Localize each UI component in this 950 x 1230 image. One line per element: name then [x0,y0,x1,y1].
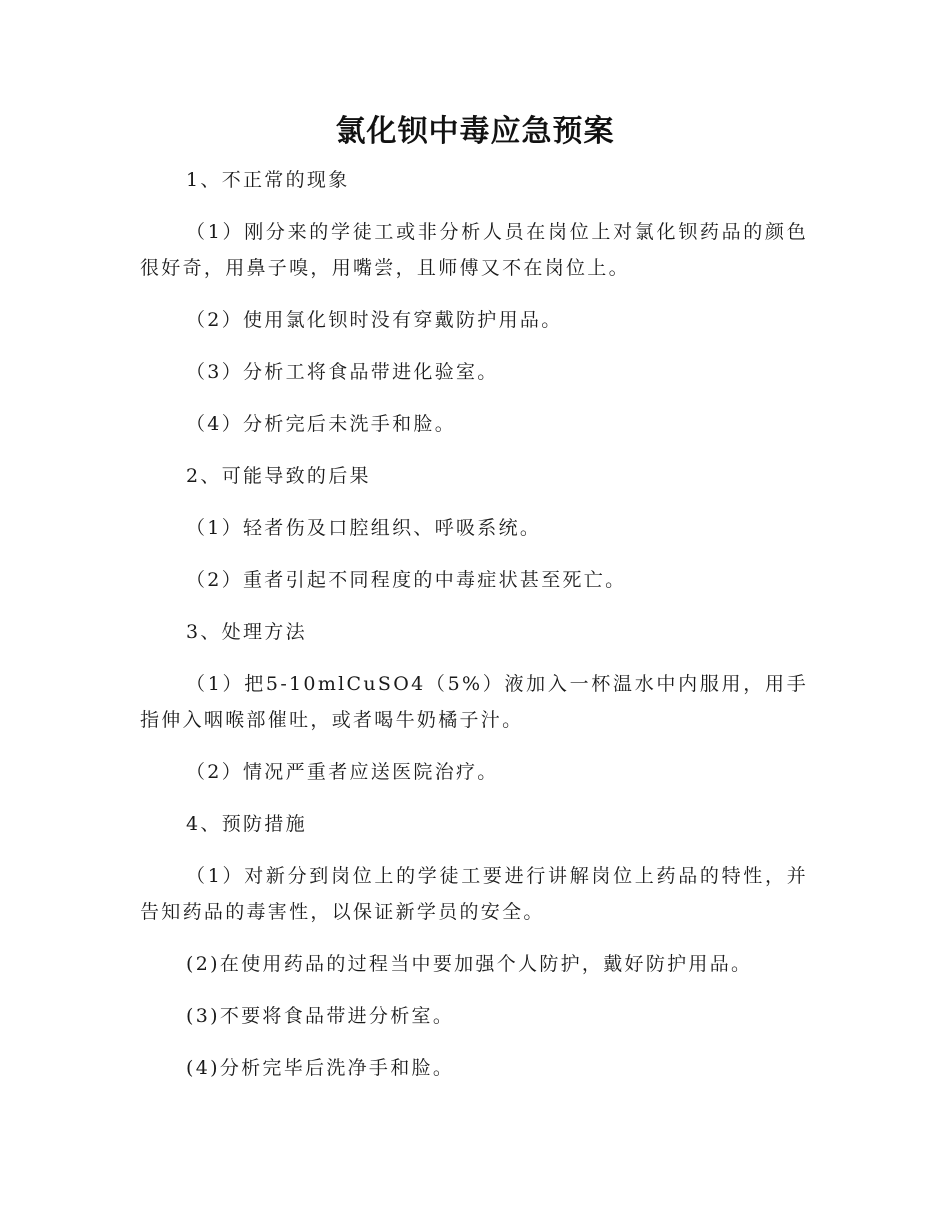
list-item: （3）分析工将食品带进化验室。 [186,361,499,383]
document-title: 氯化钡中毒应急预案 [335,114,615,149]
list-item: （1）把5-10mlCuSO4（5%）液加入一杯温水中内服用，用手指伸入咽喉部催吐，或者喝牛奶橘子汁。 [140,673,808,731]
list-item: （1）轻者伤及口腔组织、呼吸系统。 [186,517,542,539]
list-item: （4）分析完后未洗手和脸。 [186,413,456,435]
list-item: （1）刚分来的学徒工或非分析人员在岗位上对氯化钡药品的颜色很好奇，用鼻子嗅，用嘴尝，且师傅又不在岗位上。 [140,221,808,279]
list-item: （2）情况严重者应送医院治疗。 [186,761,499,783]
section-heading-possible-consequences: 2、可能导致的后果 [186,465,371,487]
list-item: （2）使用氯化钡时没有穿戴防护用品。 [186,309,563,331]
document-body [140,162,808,1086]
list-item: （1）对新分到岗位上的学徒工要进行讲解岗位上药品的特性，并告知药品的毒害性，以保证新学员的安全。 [140,865,808,923]
section-heading-abnormal-phenomena: 1、不正常的现象 [186,169,350,191]
list-item: (2)在使用药品的过程当中要加强个人防护，戴好防护用品。 [186,953,753,975]
section-heading-treatment-methods: 3、处理方法 [186,621,307,643]
list-item: (4)分析完毕后洗净手和脸。 [186,1057,455,1079]
list-item: （2）重者引起不同程度的中毒症状甚至死亡。 [186,569,627,591]
list-item: (3)不要将食品带进分析室。 [186,1005,455,1027]
section-heading-prevention-measures: 4、预防措施 [186,813,307,835]
